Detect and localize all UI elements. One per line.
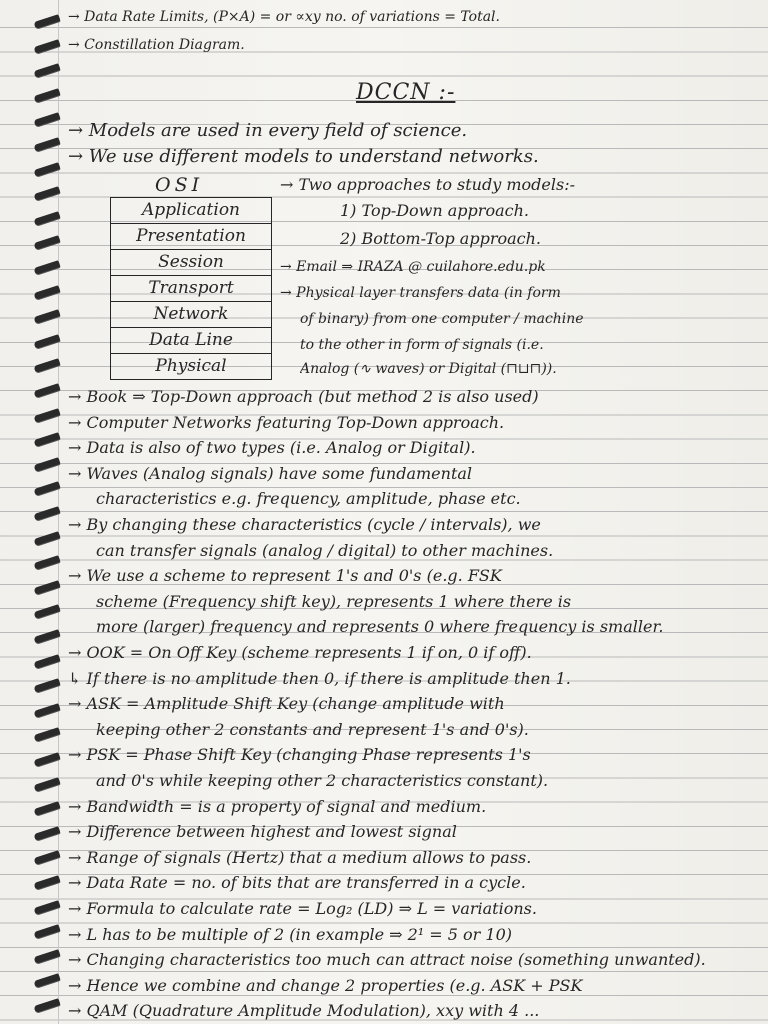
note-line: → Changing characteristics too much can attract noise (something unwanted). bbox=[68, 950, 706, 970]
osi-layer: Presentation bbox=[111, 224, 271, 250]
page-heading: DCCN :- bbox=[356, 80, 456, 105]
spiral-hole bbox=[34, 162, 61, 177]
note-line: → Difference between highest and lowest signal bbox=[68, 822, 457, 842]
spiral-hole bbox=[34, 974, 61, 989]
note-line: → Book ⇒ Top-Down approach (but method 2 is also used) bbox=[68, 387, 539, 406]
spiral-hole bbox=[34, 285, 61, 300]
spiral-hole bbox=[34, 949, 61, 964]
note-line: → L has to be multiple of 2 (in example ⇒ 2¹ = 5 or 10) bbox=[68, 924, 513, 944]
note-line: can transfer signals (analog / digital) to other machines. bbox=[96, 540, 554, 560]
note-line: → Physical layer transfers data (in form bbox=[280, 285, 561, 301]
spiral-hole bbox=[34, 728, 61, 743]
spiral-binding bbox=[0, 0, 60, 1024]
spiral-hole bbox=[34, 359, 61, 374]
spiral-hole bbox=[34, 875, 61, 890]
spiral-hole bbox=[34, 186, 61, 201]
note-line: → Bandwidth = is a property of signal and medium. bbox=[68, 796, 487, 816]
note-line: of binary) from one computer / machine bbox=[300, 311, 584, 327]
spiral-hole bbox=[34, 482, 61, 497]
spiral-hole bbox=[34, 88, 61, 103]
spiral-hole bbox=[34, 752, 61, 767]
osi-layer: Network bbox=[111, 302, 271, 328]
note-line: → OOK = On Off Key (scheme represents 1 if on, 0 if off). bbox=[68, 643, 532, 662]
spiral-hole bbox=[34, 629, 61, 644]
spiral-hole bbox=[34, 580, 61, 595]
spiral-hole bbox=[34, 457, 61, 472]
note-line: and 0's while keeping other 2 characteristics constant). bbox=[96, 771, 549, 790]
spiral-hole bbox=[34, 678, 61, 693]
note-line: → PSK = Phase Shift Key (changing Phase represents 1's bbox=[68, 745, 531, 765]
spiral-hole bbox=[34, 654, 61, 669]
spiral-hole bbox=[34, 703, 61, 718]
osi-layer: Data Line bbox=[111, 328, 271, 354]
spiral-hole bbox=[34, 63, 61, 78]
note-line: → Computer Networks featuring Top-Down approach. bbox=[68, 412, 505, 432]
spiral-hole bbox=[34, 432, 61, 447]
spiral-hole bbox=[34, 555, 61, 570]
spiral-hole bbox=[34, 531, 61, 546]
spiral-hole bbox=[34, 900, 61, 915]
note-line: → We use a scheme to represent 1's and 0's (e.g. FSK bbox=[68, 566, 502, 586]
spiral-hole bbox=[34, 39, 61, 54]
osi-layer: Session bbox=[111, 250, 271, 276]
note-line: → By changing these characteristics (cycle / intervals), we bbox=[68, 515, 541, 534]
note-line: → Waves (Analog signals) have some fundamental bbox=[68, 463, 473, 483]
note-line: → We use different models to understand networks. bbox=[68, 146, 539, 167]
note-line: → Range of signals (Hertz) that a medium allows to pass. bbox=[68, 847, 532, 867]
note-line: → QAM (Quadrature Amplitude Modulation), xxy with 4 ... bbox=[68, 1001, 540, 1021]
spiral-hole bbox=[34, 14, 61, 29]
note-line: → Email ⇒ IRAZA @ cuilahore.edu.pk bbox=[280, 259, 546, 275]
note-line: → Hence we combine and change 2 properties (e.g. ASK + PSK bbox=[68, 975, 583, 995]
spiral-hole bbox=[34, 801, 61, 816]
spiral-hole bbox=[34, 383, 61, 398]
note-line: → Data is also of two types (i.e. Analog or Digital). bbox=[68, 438, 476, 458]
osi-title: OSI bbox=[155, 174, 204, 196]
spiral-hole bbox=[34, 605, 61, 620]
spiral-hole bbox=[34, 506, 61, 521]
note-line: ↳ If there is no amplitude then 0, if there is amplitude then 1. bbox=[68, 668, 571, 688]
spiral-hole bbox=[34, 113, 61, 128]
spiral-hole bbox=[34, 998, 61, 1013]
note-line: scheme (Frequency shift key), represents 1 where there is bbox=[96, 591, 572, 611]
spiral-hole bbox=[34, 408, 61, 423]
note-line: keeping other 2 constants and represent 1's and 0's). bbox=[96, 719, 529, 739]
note-line: Analog (∿ waves) or Digital (⊓⊔⊓)). bbox=[300, 361, 557, 377]
spiral-hole bbox=[34, 334, 61, 349]
note-line: → Formula to calculate rate = Log₂ (LD) ⇒ L = variations. bbox=[68, 899, 537, 918]
note-line: → ASK = Amplitude Shift Key (change amplitude with bbox=[68, 694, 505, 714]
spiral-hole bbox=[34, 236, 61, 251]
note-line: → Data Rate = no. of bits that are transferred in a cycle. bbox=[68, 873, 526, 893]
spiral-hole bbox=[34, 826, 61, 841]
osi-layer: Physical bbox=[155, 356, 227, 376]
note-line: → Constillation Diagram. bbox=[68, 37, 245, 53]
note-line: 1) Top-Down approach. bbox=[340, 201, 529, 220]
note-line: → Two approaches to study models:- bbox=[280, 175, 575, 194]
osi-layer-table bbox=[110, 197, 272, 380]
spiral-hole bbox=[34, 924, 61, 939]
note-line: more (larger) frequency and represents 0 where frequency is smaller. bbox=[96, 617, 664, 637]
spiral-hole bbox=[34, 851, 61, 866]
note-line: 2) Bottom-Top approach. bbox=[340, 229, 541, 248]
osi-layer: Application bbox=[111, 198, 271, 224]
note-line: to the other in form of signals (i.e. bbox=[300, 337, 544, 353]
spiral-hole bbox=[34, 211, 61, 226]
spiral-hole bbox=[34, 777, 61, 792]
spiral-hole bbox=[34, 260, 61, 275]
osi-layer: Transport bbox=[111, 276, 271, 302]
note-line: → Models are used in every field of science. bbox=[68, 120, 468, 141]
spiral-hole bbox=[34, 137, 61, 152]
note-line: characteristics e.g. frequency, amplitude, phase etc. bbox=[96, 489, 521, 509]
note-line: → Data Rate Limits, (P×A) = or ∝xy no. of variations = Total. bbox=[68, 9, 500, 25]
spiral-hole bbox=[34, 309, 61, 324]
